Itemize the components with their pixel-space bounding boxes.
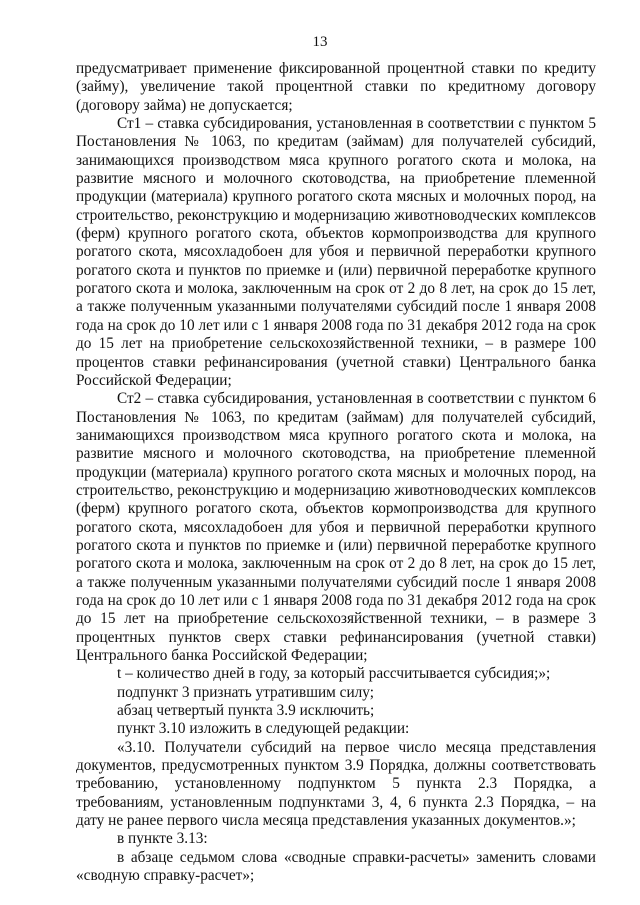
paragraph-t-definition: t – количество дней в году, за который рассчитывается субсидия;»; (117, 665, 551, 683)
paragraph-point-3-13: в пункте 3.13: (117, 830, 208, 848)
paragraph-st1-definition: Ст1 – ставка субсидирования, установленная в соответствии с пунктом 5 Постановления № 1063, по кредитам (займам) для получателей субсидий, занимающихся производством мяса крупного рогатого скота и молока, на развитие мясного и молочного скотоводства, на приобретение племенной продукции (материала) крупного рогатого скота мясных и молочных пород, на строительство, реконструкцию и модернизацию животноводческих комплексов (ферм) крупного рогатого скота, объектов кормопроизводства для крупного рогатого скота, мясохладобоен для убоя и первичной переработки крупного рогатого скота и пунктов по приемке и (или) первичной переработке крупного рогатого скота и молока, заключенным на срок от 2 до 8 лет, на срок до 15 лет, а также полученным указанными получателями субсидий после 1 января 2008 года на срок до 10 лет или с 1 января 2008 года по 31 декабря 2012 года на срок до 15 лет на приобретение сельскохозяйственной техники, – в размере 100 процентов ставки рефинансирования (учетной ставки) Центрального банка Российской Федерации; (76, 115, 596, 389)
page-number: 13 (312, 34, 328, 50)
paragraph-seventh-abzats: в абзаце седьмом слова «сводные справки-расчеты» заменить словами «сводную справку-расчет»; (76, 848, 596, 885)
paragraph-point-3-10-text: «3.10. Получатели субсидий на первое число месяца представления документов, предусмотренных пунктом 3.9 Порядка, должны соответствовать требованию, установленному подпунктом 5 пункта 2.3 Порядка, а требованиям, установленным подпунктами 3, 4, 6 пункта 2.3 Порядка, – на дату не ранее первого числа месяца представления указанных документов.»; (76, 738, 596, 830)
document-body (76, 60, 596, 885)
paragraph-continuation: предусматривает применение фиксированной процентной ставки по кредиту (займу), увеличение такой процентной ставки по кредитному договору (договору займа) не допускается; (76, 60, 596, 114)
paragraph-st2-definition: Ст2 – ставка субсидирования, установленная в соответствии с пунктом 6 Постановления № 1063, по кредитам (займам) для получателей субсидий, занимающихся производством мяса крупного рогатого скота и молока, на развитие мясного и молочного скотоводства, на приобретение племенной продукции (материала) крупного рогатого скота мясных и молочных пород, на строительство, реконструкцию и модернизацию животноводческих комплексов (ферм) крупного рогатого скота, объектов кормопроизводства для крупного рогатого скота, мясохладобоен для убоя и первичной переработки крупного рогатого скота и пунктов по приемке и (или) первичной переработке крупного рогатого скота и молока, заключенным на срок от 2 до 8 лет, на срок до 15 лет, а также полученным указанными получателями субсидий после 1 января 2008 года на срок до 10 лет или с 1 января 2008 года по 31 декабря 2012 года на срок до 15 лет на приобретение сельскохозяйственной техники, – в размере 3 процентных пунктов сверх ставки рефинансирования (учетной ставки) Центрального банка Российской Федерации; (76, 390, 596, 664)
paragraph-point-3-9: абзац четвертый пункта 3.9 исключить; (117, 702, 375, 720)
paragraph-subpoint-3: подпункт 3 признать утратившим силу; (117, 683, 374, 701)
paragraph-point-3-10-intro: пункт 3.10 изложить в следующей редакции: (117, 720, 410, 738)
